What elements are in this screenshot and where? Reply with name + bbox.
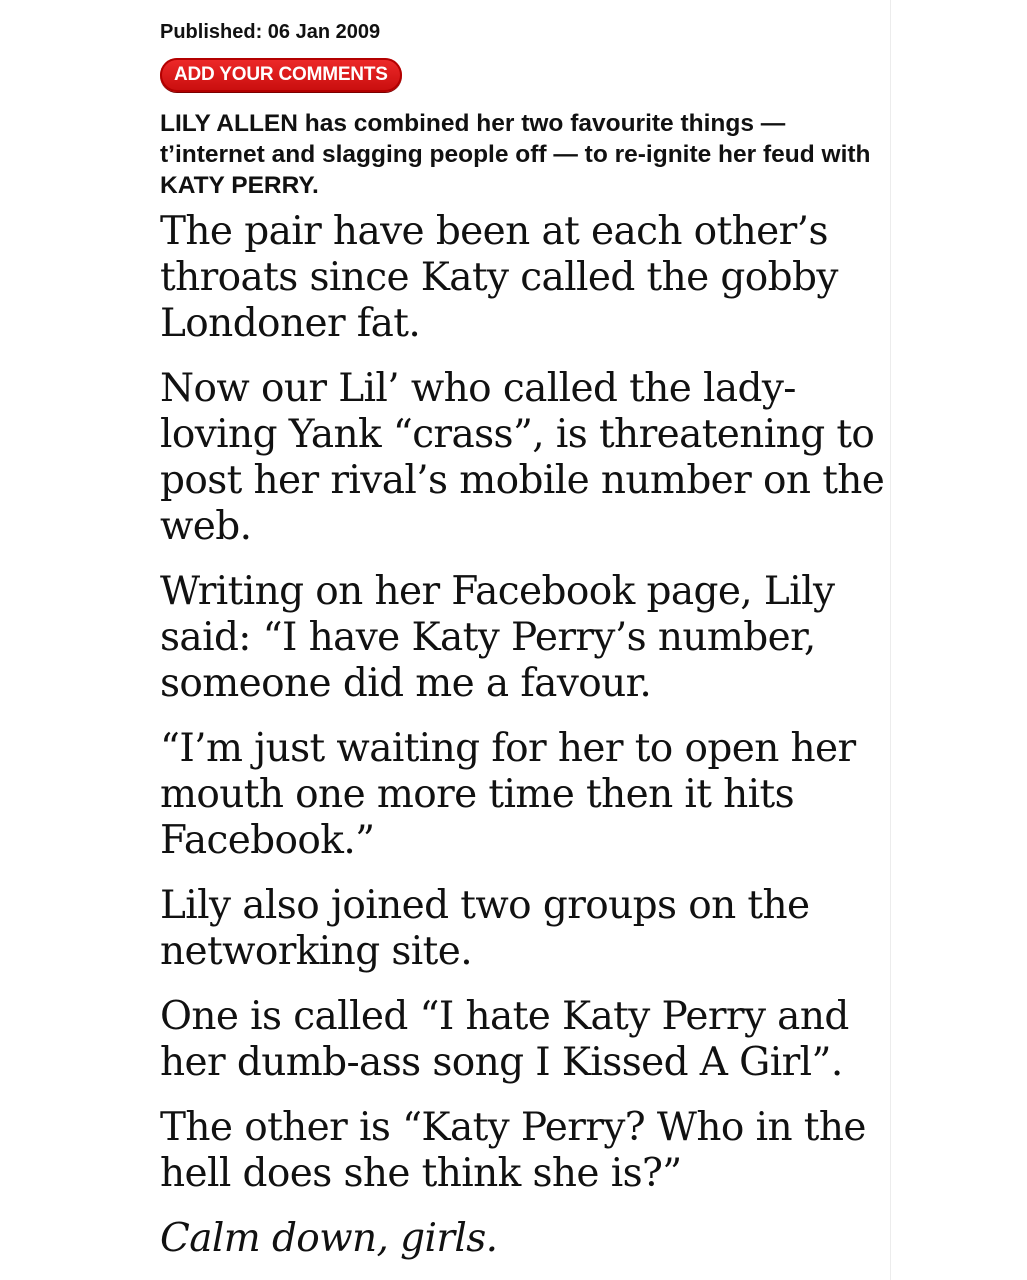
body-paragraph: Writing on her Facebook page, Lily said: “I have Katy Perry’s number, someone did me a favour. [160,569,835,706]
add-comments-button[interactable]: ADD YOUR COMMENTS [160,58,402,92]
body-paragraph: Now our Lil’ who called the lady-loving Yank “crass”, is threatening to post her rival’s mobile number on the web. [160,366,885,549]
article-body [160,209,885,1262]
published-date: Published: 06 Jan 2009 [160,21,381,43]
closing-line: Calm down, girls. [160,1216,498,1261]
body-paragraph: Lily also joined two groups on the networking site. [160,883,810,974]
body-paragraph: “I’m just waiting for her to open her mouth one more time then it hits Facebook.” [160,726,856,863]
body-paragraph: The other is “Katy Perry? Who in the hell does she think she is?” [160,1105,866,1196]
column-divider [890,0,891,1280]
article-standfirst: LILY ALLEN has combined her two favourite things — t’internet and slagging people off — to re-ignite her feud with KATY PERRY. [160,110,871,199]
body-paragraph: One is called “I hate Katy Perry and her dumb-ass song I Kissed A Girl”. [160,994,849,1085]
body-paragraph: The pair have been at each other’s throats since Katy called the gobby Londoner fat. [160,209,838,346]
article [160,20,885,1280]
